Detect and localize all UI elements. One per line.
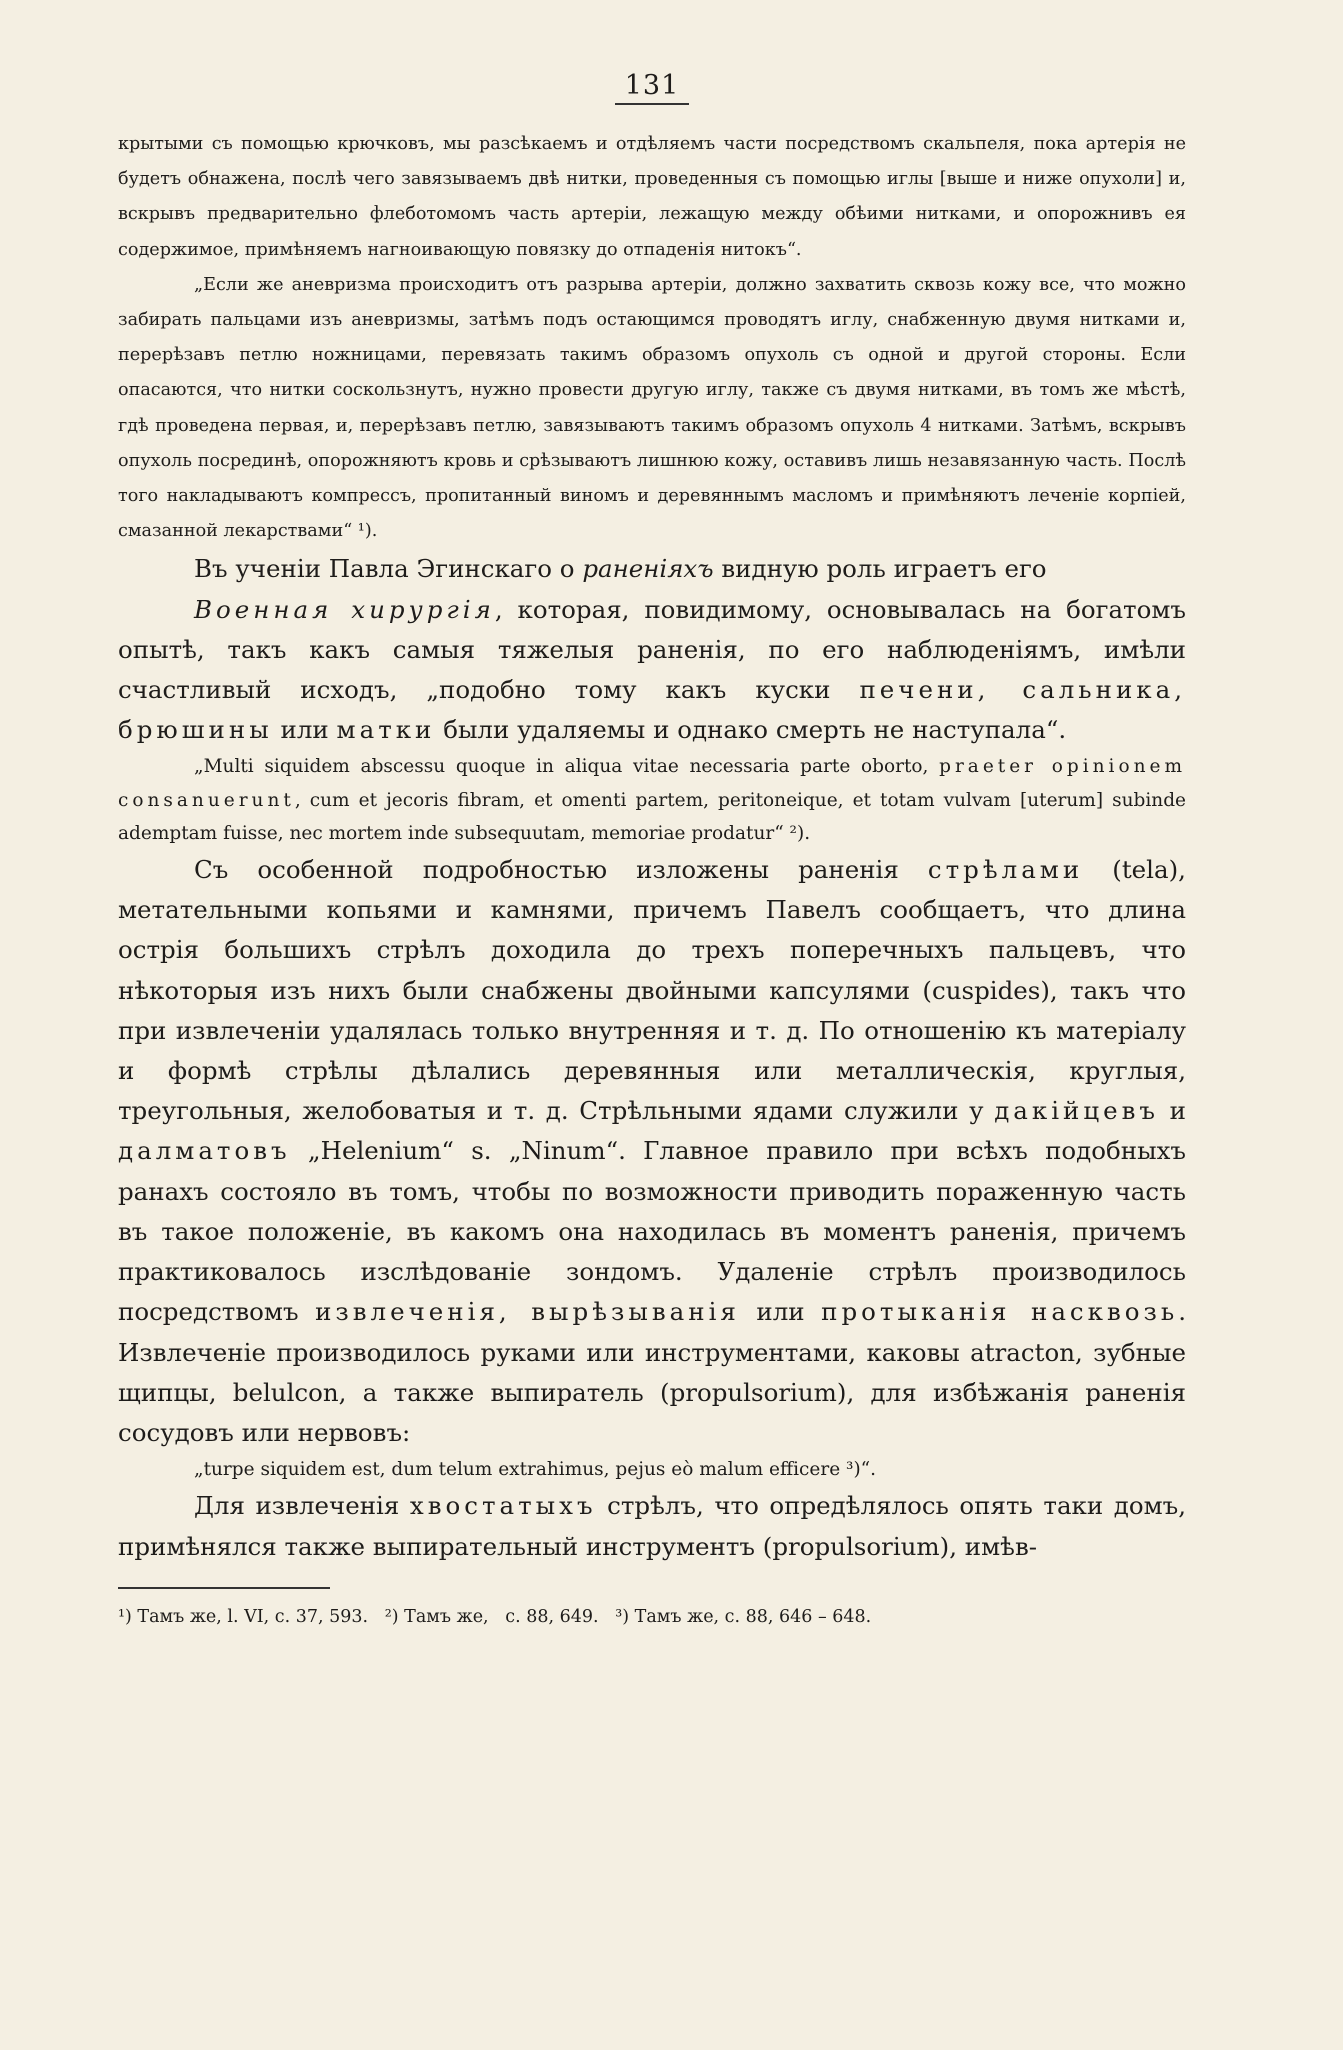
tailed-text-2: стрѣлъ, что опредѣлялось опять таки домъ, примѣнялся также выпирательный инструментъ (propulsorium), имѣв- [118, 1491, 1186, 1561]
latin-quote-1 [118, 750, 1186, 850]
paragraph-military-surgery [118, 590, 1186, 751]
wounds-text-4: „Helenium“ s. „Ninum“. Главное правило при всѣхъ подобныхъ ранахъ состояло въ томъ, чтобы по возможности приводить пораженную часть въ такое положеніе, въ какомъ она находилась въ моментъ раненія, причемъ практиковалось изслѣдованіе зондомъ. Удаленіе стрѣлъ производилось посредствомъ [118, 1136, 1186, 1327]
wounds-spaced-dacians: дакійцевъ [994, 1096, 1159, 1126]
paragraph-wounds-intro [118, 549, 1186, 589]
page-number: 131 [118, 70, 1186, 105]
wounds-spaced-extraction: извлеченія, вырѣзыванія [315, 1297, 740, 1327]
paragraph-continuation: крытыми съ помощью крючковъ, мы разсѣкаемъ и отдѣляемъ части посредствомъ скальпеля, пока артерія не будетъ обнажена, послѣ чего завязываемъ двѣ нитки, проведенныя съ помощью иглы [выше и ниже опухоли] и, вскрывъ предварительно флеботомомъ часть артеріи, лежащую между обѣими нитками, и опорожнивъ ея содержимое, примѣняемъ нагноивающую повязку до отпаденія нитокъ“. [118, 134, 1186, 260]
spaced-organs: печени, сальника, брюшины [118, 675, 1186, 745]
tailed-text-1: Для извлеченія [194, 1491, 400, 1521]
paragraph-tailed-arrows [118, 1486, 1186, 1566]
wounds-spaced-piercing: протыканія насквозь [821, 1297, 1179, 1327]
latin-quote-2: „turpe siquidem est, dum telum extrahimus, pejus eò malum efficere ³)“. [194, 1459, 877, 1481]
latin-quote-spaced: praeter opinionem consanuerunt [118, 756, 1186, 811]
intro-prefix: Въ ученіи Павла Эгинскаго о [194, 554, 575, 584]
latin-quote-part1: „Multi siquidem abscessu quoque in aliqua vitae necessaria parte oborto, [194, 756, 929, 778]
wounds-text-2: (tela), метательными копьями и камнями, причемъ Павелъ сообщаетъ, что длина острія большихъ стрѣлъ доходила до трехъ поперечныхъ пальцевъ, что нѣкоторыя изъ нихъ были снабжены двойными капсулями (cuspides), такъ что при извлеченіи удалялась только внутренняя и т. д. По отношенію къ матеріалу и формѣ стрѣлы дѣлались деревянныя или металлическія, круглыя, треугольныя, желобоватыя и т. д. Стрѣльными ядами служили у [118, 855, 1186, 1126]
intro-italic-word: раненіяхъ [582, 554, 714, 584]
intro-suffix: видную роль играетъ его [721, 554, 1047, 584]
tailed-spaced: хвостатыхъ [409, 1491, 597, 1521]
wounds-text-1: Съ особенной подробностью изложены раненія [194, 855, 899, 885]
wounds-text-3: и [1169, 1096, 1186, 1126]
footnotes: ¹) Тамъ же, l. VI, с. 37, 593. ²) Тамъ же, с. 88, 649. ³) Тамъ же, с. 88, 646 – 648. [118, 1606, 872, 1627]
wounds-spaced-dalmatians: далматовъ [118, 1136, 291, 1166]
wounds-text-6: . Извлеченіе производилось руками или инструментами, каковы atracton, зубные щипцы, belulcon, а также выпиратель (propulsorium), для избѣжанія раненія сосудовъ или нервовъ: [118, 1297, 1186, 1447]
footnote-divider [118, 1587, 330, 1589]
paragraph-aneurysm-rupture: „Если же аневризма происходитъ отъ разрыва артеріи, должно захватить сквозь кожу все, что можно забирать пальцами изъ аневризмы, затѣмъ подъ остающимся проводятъ иглу, снабженную двумя нитками и, перерѣзавъ петлю ножницами, перевязать такимъ образомъ опухоль съ одной и другой стороны. Если опасаются, что нитки соскользнутъ, нужно провести другую иглу, также съ двумя нитками, въ томъ же мѣстѣ, гдѣ проведена первая, и, перерѣзавъ петлю, завязываютъ такимъ образомъ опухоль 4 нитками. Затѣмъ, вскрывъ опухоль посрединѣ, опорожняютъ кровь и срѣзываютъ лишнюю кожу, оставивъ лишь незавязанную часть. Послѣ того накладываютъ компрессъ, пропитанный виномъ и деревяннымъ масломъ и примѣняютъ леченіе корпіей, смазанной лекарствами“ ¹). [118, 274, 1186, 542]
wounds-spaced-arrows: стрѣлами [927, 855, 1084, 885]
latin-quote-part2: , cum et jecoris fibram, et omenti partem, peritoneique, et totam vulvam [uterum] subinde ademptam fuisse, nec mortem inde subsequutam, memoriae prodatur“ ²). [118, 789, 1186, 844]
military-surgery-title: Военная хирургія [194, 594, 495, 624]
paragraph-arrow-wounds [118, 850, 1186, 1453]
spaced-uterus: матки [336, 715, 436, 745]
book-page [118, 62, 1186, 1631]
page-body [118, 127, 1186, 1631]
military-text-2: или [280, 715, 329, 745]
military-text-3: были удаляемы и однако смерть не наступала“. [443, 715, 1067, 745]
wounds-text-5: или [756, 1297, 805, 1327]
military-text-1: , которая, повидимому, основывалась на богатомъ опытѣ, такъ какъ самыя тяжелыя раненія, по его наблюденіямъ, имѣли счастливый исходъ, „подобно тому какъ куски [118, 594, 1186, 705]
